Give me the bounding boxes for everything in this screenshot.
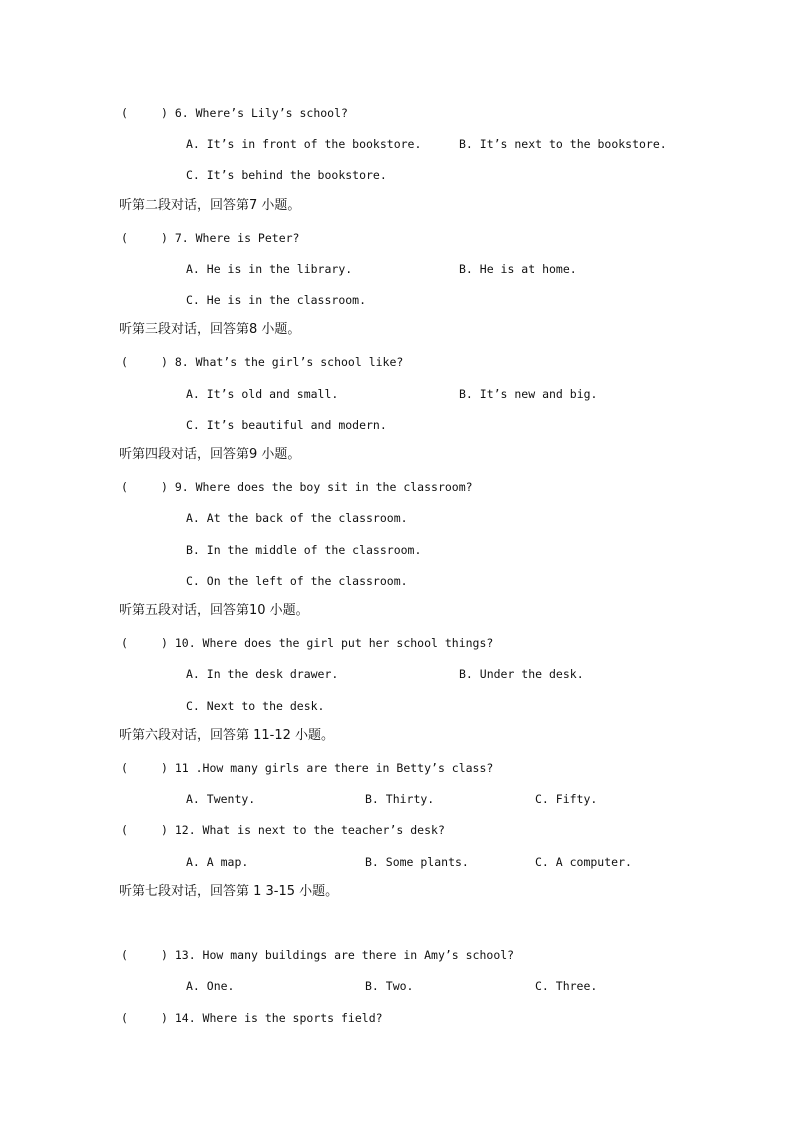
question-6: ) 6. Where’s Lily’s school? — [161, 106, 348, 120]
question-10: ) 10. Where does the girl put her school things? — [161, 636, 494, 650]
q12-option-c: C. A computer. — [535, 855, 632, 869]
question-8: ) 8. What’s the girl’s school like? — [161, 355, 404, 369]
q6-option-a: A. It’s in front of the bookstore. — [186, 137, 422, 151]
section-heading-6: 听第六段对话，回答第 11-12 小题。 — [119, 728, 335, 743]
q8-option-c: C. It’s beautiful and modern. — [186, 418, 387, 432]
q13-option-b: B. Two. — [365, 979, 414, 993]
q9-option-b: B. In the middle of the classroom. — [186, 543, 422, 557]
q7-option-a: A. He is in the library. — [186, 262, 353, 276]
answer-blank-paren: ( — [121, 355, 128, 369]
section-heading-4: 听第四段对话，回答第9 小题。 — [119, 447, 301, 462]
q6-option-c: C. It’s behind the bookstore. — [186, 168, 387, 182]
q7-option-b: B. He is at home. — [459, 262, 577, 276]
answer-blank-paren: ( — [121, 948, 128, 962]
answer-blank-paren: ( — [121, 480, 128, 494]
answer-blank-paren: ( — [121, 1011, 128, 1025]
section-heading-5: 听第五段对话，回答第10 小题。 — [119, 603, 309, 618]
q12-option-b: B. Some plants. — [365, 855, 469, 869]
q8-option-a: A. It’s old and small. — [186, 387, 339, 401]
section-heading-3: 听第三段对话，回答第8 小题。 — [119, 322, 301, 337]
q10-option-c: C. Next to the desk. — [186, 699, 325, 713]
answer-blank-paren: ( — [121, 823, 128, 837]
q13-option-c: C. Three. — [535, 979, 598, 993]
question-7: ) 7. Where is Peter? — [161, 231, 300, 245]
q13-option-a: A. One. — [186, 979, 235, 993]
question-11: ) 11 .How many girls are there in Betty’s class? — [161, 761, 494, 775]
q10-option-a: A. In the desk drawer. — [186, 667, 339, 681]
q11-option-a: A. Twenty. — [186, 792, 256, 806]
answer-blank-paren: ( — [121, 761, 128, 775]
answer-blank-paren: ( — [121, 231, 128, 245]
q9-option-a: A. At the back of the classroom. — [186, 511, 408, 525]
question-13: ) 13. How many buildings are there in Amy’s school? — [161, 948, 515, 962]
q12-option-a: A. A map. — [186, 855, 249, 869]
q9-option-c: C. On the left of the classroom. — [186, 574, 408, 588]
answer-blank-paren: ( — [121, 636, 128, 650]
section-heading-2: 听第二段对话，回答第7 小题。 — [119, 198, 301, 213]
q10-option-b: B. Under the desk. — [459, 667, 584, 681]
q11-option-b: B. Thirty. — [365, 792, 435, 806]
q11-option-c: C. Fifty. — [535, 792, 598, 806]
question-9: ) 9. Where does the boy sit in the classroom? — [161, 480, 473, 494]
question-14: ) 14. Where is the sports field? — [161, 1011, 383, 1025]
q8-option-b: B. It’s new and big. — [459, 387, 598, 401]
answer-blank-paren: ( — [121, 106, 128, 120]
question-12: ) 12. What is next to the teacher’s desk? — [161, 823, 445, 837]
q6-option-b: B. It’s next to the bookstore. — [459, 137, 667, 151]
section-heading-7: 听第七段对话，回答第 1 3-15 小题。 — [119, 884, 339, 899]
q7-option-c: C. He is in the classroom. — [186, 293, 367, 307]
